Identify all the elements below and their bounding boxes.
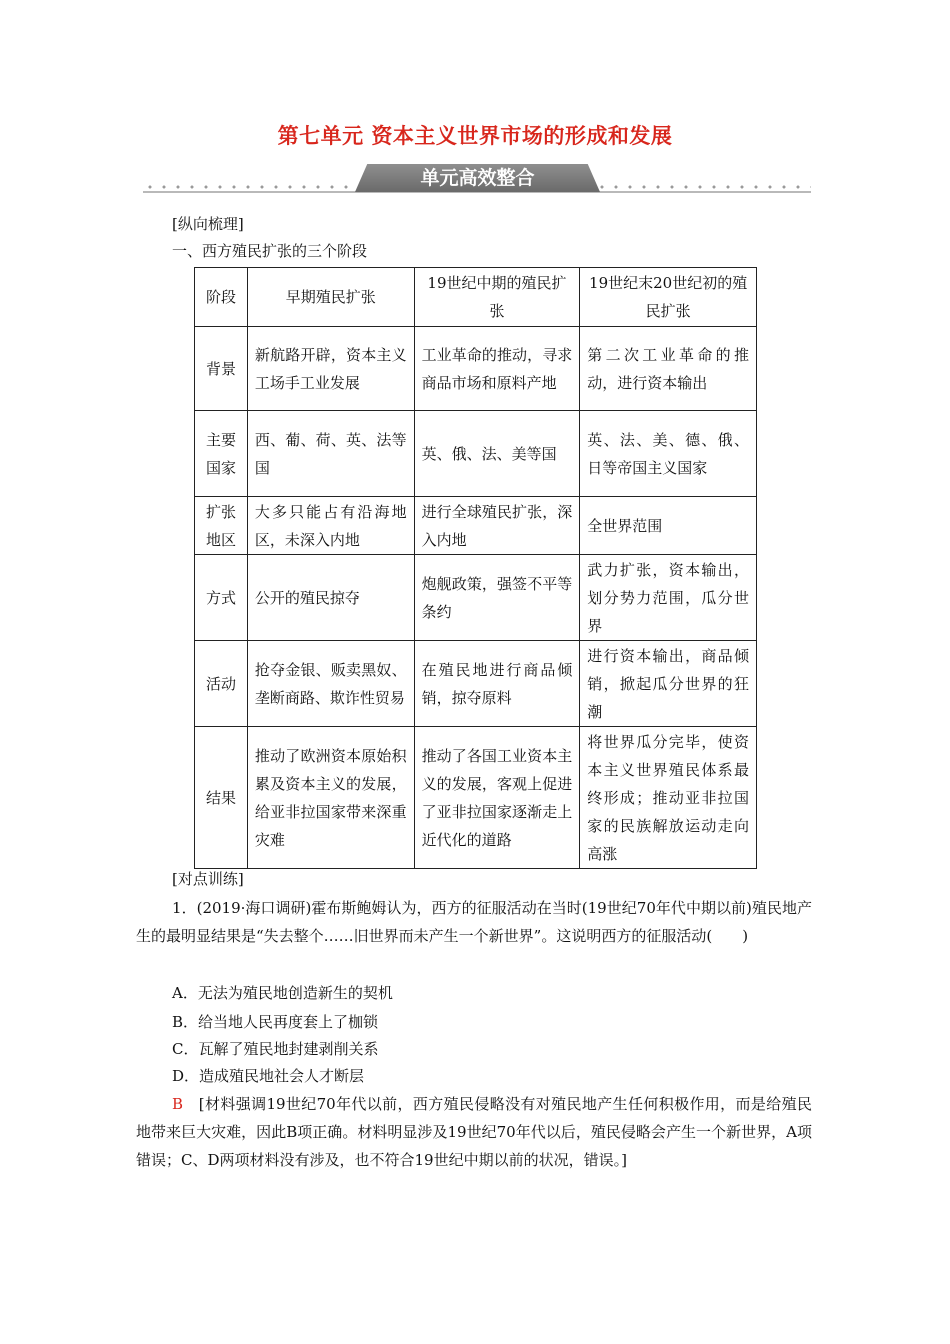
section-vertical-label: [纵向梳理] [172,215,244,233]
table-cell: 全世界范围 [580,497,757,555]
table-row [195,727,757,869]
row-header-cell: 背景 [195,327,248,411]
header-cell: 阶段 [195,268,248,327]
answer-letter: B [172,1095,184,1113]
option-a: A．无法为殖民地创造新生的契机 [172,984,393,1002]
row-header-cell: 结果 [195,727,248,869]
table-cell: 进行全球殖民扩张，深入内地 [414,497,580,555]
banner-dots-right [581,184,811,190]
table-cell: 英、法、美、德、俄、日等帝国主义国家 [580,411,757,497]
table-cell: 进行资本输出，商品倾销，掀起瓜分世界的狂潮 [580,641,757,727]
table-header-row [195,268,757,327]
table-cell: 新航路开辟，资本主义工场手工业发展 [247,327,414,411]
header-cell: 19世纪末20世纪初的殖民扩张 [580,268,757,327]
answer-block [136,1090,812,1174]
option-b: B．给当地人民再度套上了枷锁 [172,1013,379,1031]
table-cell: 推动了欧洲资本原始积累及资本主义的发展，给亚非拉国家带来深重灾难 [247,727,414,869]
question-stem: 1．(2019·海口调研)霍布斯鲍姆认为，西方的征服活动在当时(19世纪70年代中期以前)殖民地产生的最明显结果是“失去整个……旧世界而未产生一个新世界”。这说明西方的征服活动( ) [136,899,812,945]
table-row [195,411,757,497]
row-header-cell: 主要国家 [195,411,248,497]
table-cell: 大多只能占有沿海地区，未深入内地 [247,497,414,555]
option-d: D．造成殖民地社会人才断层 [172,1067,365,1085]
section-practice-label: [对点训练] [172,870,244,888]
table-cell: 武力扩张，资本输出，划分势力范围，瓜分世界 [580,555,757,641]
table-cell: 第二次工业革命的推动，进行资本输出 [580,327,757,411]
banner-dots-left [143,184,373,190]
table-cell: 在殖民地进行商品倾销，掠夺原料 [414,641,580,727]
table-cell: 英、俄、法、美等国 [414,411,580,497]
section-banner [143,164,811,194]
option-c: C．瓦解了殖民地封建剥削关系 [172,1040,379,1058]
table-cell: 将世界瓜分完毕，使资本主义世界殖民体系最终形成；推动亚非拉国家的民族解放运动走向高涨 [580,727,757,869]
row-header-cell: 扩张地区 [195,497,248,555]
table-row [195,555,757,641]
row-header-cell: 活动 [195,641,248,727]
table-cell: 推动了各国工业资本主义的发展，客观上促进了亚非拉国家逐渐走上近代化的道路 [414,727,580,869]
table-row [195,641,757,727]
table-cell: 公开的殖民掠夺 [247,555,414,641]
page-title: 第七单元 资本主义世界市场的形成和发展 [277,124,673,148]
table-cell: 炮舰政策，强签不平等条约 [414,555,580,641]
table-cell: 西、葡、荷、英、法等国 [247,411,414,497]
table-row [195,327,757,411]
stages-table [194,267,757,869]
header-cell: 早期殖民扩张 [247,268,414,327]
subtitle: 一、西方殖民扩张的三个阶段 [172,242,368,260]
table-cell: 抢夺金银、贩卖黑奴、垄断商路、欺诈性贸易 [247,641,414,727]
row-header-cell: 方式 [195,555,248,641]
header-cell: 19世纪中期的殖民扩张 [414,268,580,327]
answer-explanation: [材料强调19世纪70年代以前，西方殖民侵略没有对殖民地产生任何积极作用，而是给殖民地带来巨大灾难，因此B项正确。材料明显涉及19世纪70年代以后，殖民侵略会产生一个新世界，A项错误；C、D两项材料没有涉及，也不符合19世纪中期以前的状况，错误。] [136,1095,812,1169]
banner-label: 单元高效整合 [420,167,535,189]
table-cell: 工业革命的推动，寻求商品市场和原料产地 [414,327,580,411]
table-row [195,497,757,555]
